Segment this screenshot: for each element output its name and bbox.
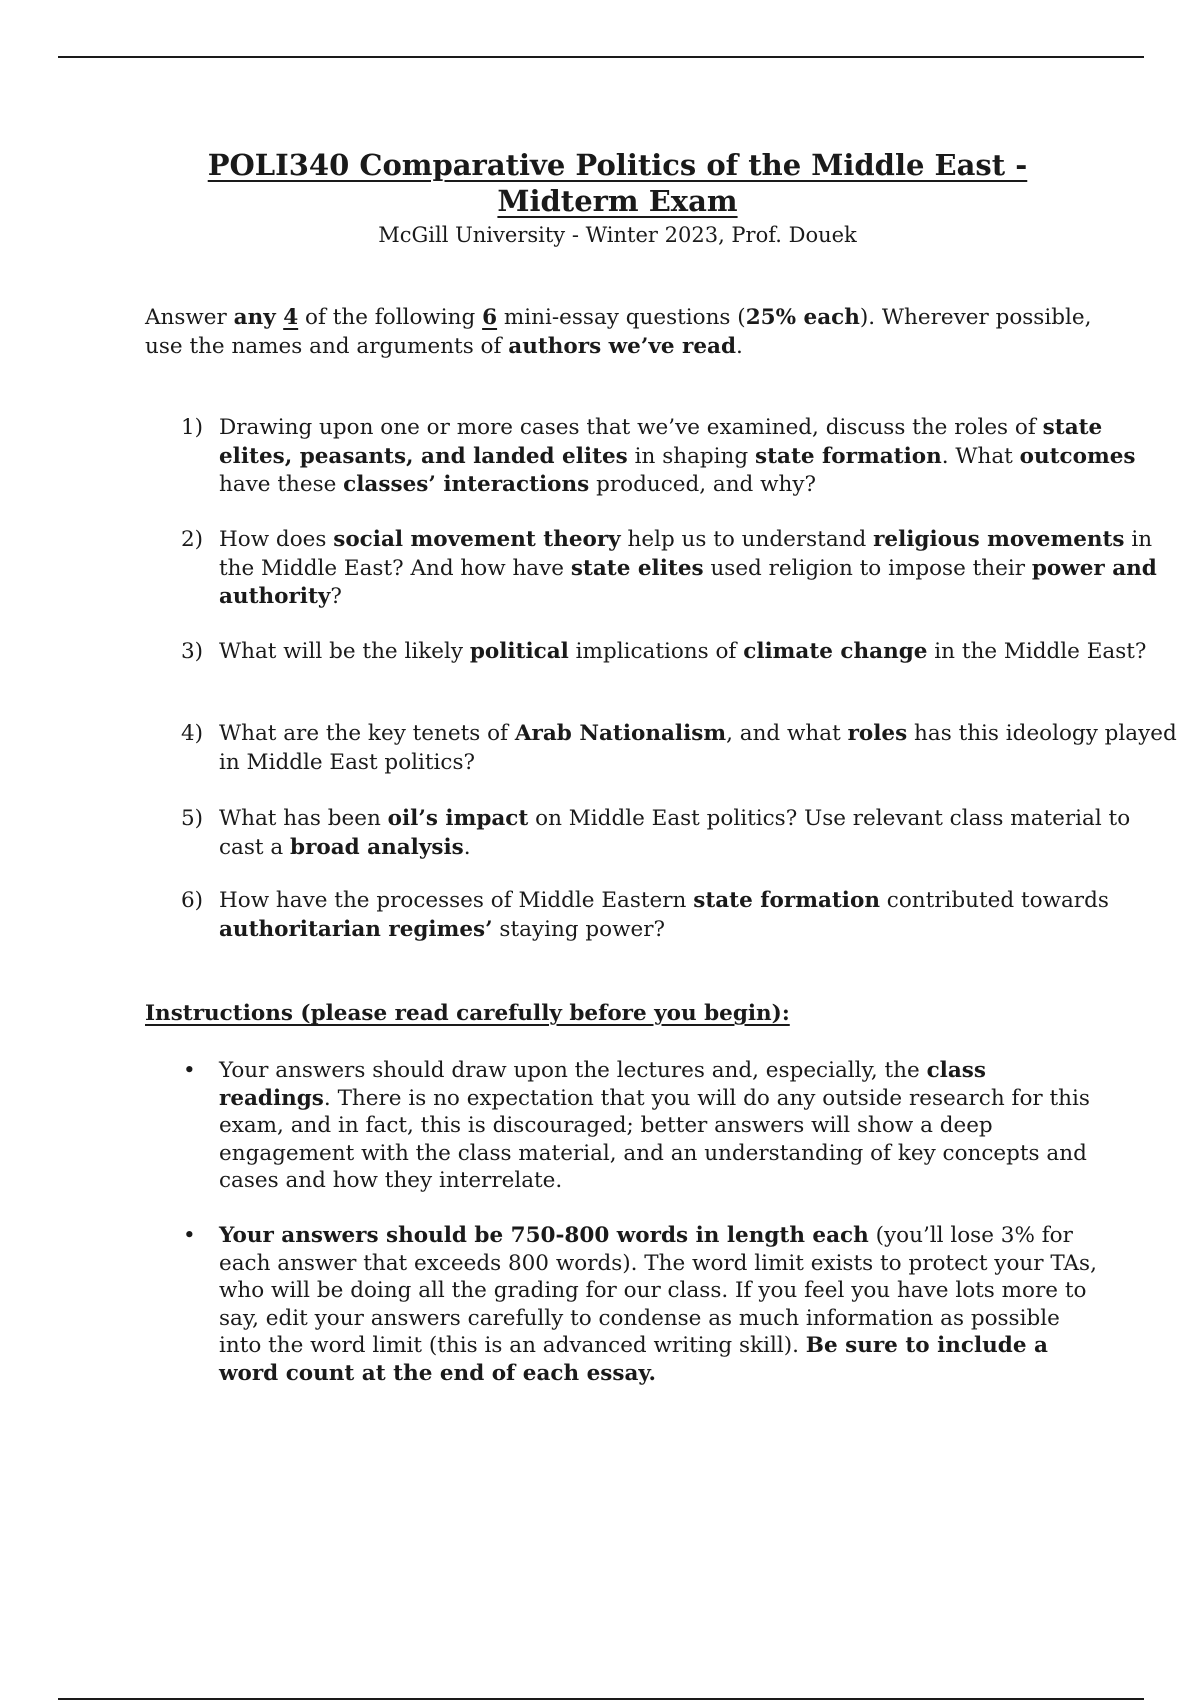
question-emphasis: broad analysis: [290, 834, 464, 860]
intro-authors: authors we’ve read: [508, 333, 736, 359]
question-emphasis: religious movements: [873, 527, 1125, 552]
question-emphasis: power and authority: [219, 555, 1157, 609]
intro-weight: 25% each: [745, 305, 860, 330]
exam-title: [0, 147, 1200, 219]
question-1: [145, 414, 1179, 500]
question-emphasis: political: [469, 639, 569, 664]
question-6: [145, 887, 1179, 944]
question-text: in the Middle East? And how have: [219, 527, 1153, 581]
question-text: Drawing upon one or more cases that we’ve examined, discuss the roles of: [219, 415, 1043, 440]
question-3: [145, 638, 1179, 667]
question-text: What has been: [219, 806, 388, 831]
intro-text: of the following: [298, 305, 483, 330]
question-emphasis: authoritarian regimes’: [219, 916, 493, 942]
question-number: 4): [181, 721, 204, 746]
intro-count-answer: 4: [283, 305, 299, 330]
question-text: How have the processes of Middle Eastern: [219, 888, 694, 913]
question-emphasis: outcomes: [1019, 443, 1136, 469]
instruction-emphasis: Your answers should be 750-800 words in length each: [219, 1223, 869, 1248]
intro-count-total: 6: [482, 305, 498, 330]
question-emphasis: Arab Nationalism: [514, 721, 727, 746]
question-number: 2): [181, 527, 204, 552]
question-text: What are the key tenets of: [219, 721, 515, 746]
instruction-text: Your answers should draw upon the lectures and, especially, the: [219, 1058, 927, 1083]
question-emphasis: oil’s impact: [387, 806, 529, 831]
question-text: in the Middle East?: [927, 639, 1147, 664]
question-number: 6): [181, 888, 204, 913]
question-text: implications of: [568, 639, 744, 664]
bullet-icon: •: [183, 1223, 196, 1248]
question-text: . What: [941, 443, 1020, 469]
exam-title-line-2: Midterm Exam: [497, 184, 738, 218]
question-number: 3): [181, 639, 204, 664]
intro-bold-any: any: [233, 305, 284, 330]
question-text: produced, and why?: [589, 472, 817, 497]
question-4: [145, 720, 1179, 777]
instruction-text: (you’ll lose 3% for each answer that exceeds 800 words). The word limit exists to protect your TAs, who will be doing all the grading for our class. If you feel you have lots more to say, edit your answers carefully to condense as much information as possible into the word limit (this is an advanced writing skill).: [219, 1223, 1097, 1359]
question-emphasis: climate change: [743, 639, 928, 664]
question-emphasis: classes’ interactions: [343, 472, 590, 497]
instruction-emphasis: Be sure to include a word count at the end of each essay.: [219, 1333, 1048, 1386]
intro-text: mini-essay questions (: [497, 305, 746, 330]
question-text: contributed towards: [879, 888, 1109, 913]
instructions-heading: Instructions (please read carefully before you begin):: [145, 1001, 790, 1026]
question-text: have these: [219, 472, 344, 497]
question-2: [145, 526, 1179, 612]
question-emphasis: state formation: [754, 443, 942, 469]
exam-subtitle: McGill University - Winter 2023, Prof. Douek: [378, 223, 857, 247]
question-text: .: [463, 834, 471, 860]
question-text: How does: [219, 527, 334, 552]
intro-paragraph: [145, 304, 1105, 361]
question-emphasis: state elites: [570, 555, 704, 581]
question-text: in shaping: [627, 443, 755, 469]
intro-text: .: [735, 333, 743, 359]
question-number: 1): [181, 415, 204, 440]
question-text: used religion to impose their: [703, 555, 1032, 581]
instruction-item-readings: [145, 1057, 1105, 1195]
question-text: staying power?: [492, 916, 666, 942]
top-rule: [58, 56, 1144, 58]
bullet-icon: •: [183, 1058, 196, 1083]
question-5: [145, 805, 1179, 862]
instruction-item-word-limit: [145, 1222, 1105, 1388]
question-text: , and what: [726, 721, 848, 746]
question-text: help us to understand: [620, 527, 874, 552]
intro-text: Answer: [145, 305, 234, 330]
question-emphasis: state elites, peasants, and landed elites: [219, 415, 1103, 469]
question-emphasis: social movement theory: [333, 527, 621, 552]
question-text: has this ideology played in Middle East politics?: [219, 721, 1177, 775]
instruction-emphasis: class readings: [219, 1058, 986, 1111]
exam-title-line-1: POLI340 Comparative Politics of the Middle East -: [207, 148, 1028, 182]
question-text: ?: [330, 584, 342, 609]
question-emphasis: state formation: [693, 888, 880, 913]
instruction-text: . There is no expectation that you will do any outside research for this exam, and in fact, this is discouraged; better answers will show a deep engagement with the class material, and an understanding of key concepts and cases and how they interrelate.: [219, 1085, 1090, 1194]
intro-text: ). Wherever possible, use the names and arguments of: [145, 305, 1092, 359]
question-emphasis: roles: [847, 721, 908, 746]
question-number: 5): [181, 806, 204, 831]
question-text: What will be the likely: [219, 639, 470, 664]
question-text: on Middle East politics? Use relevant class material to cast a: [219, 806, 1131, 860]
